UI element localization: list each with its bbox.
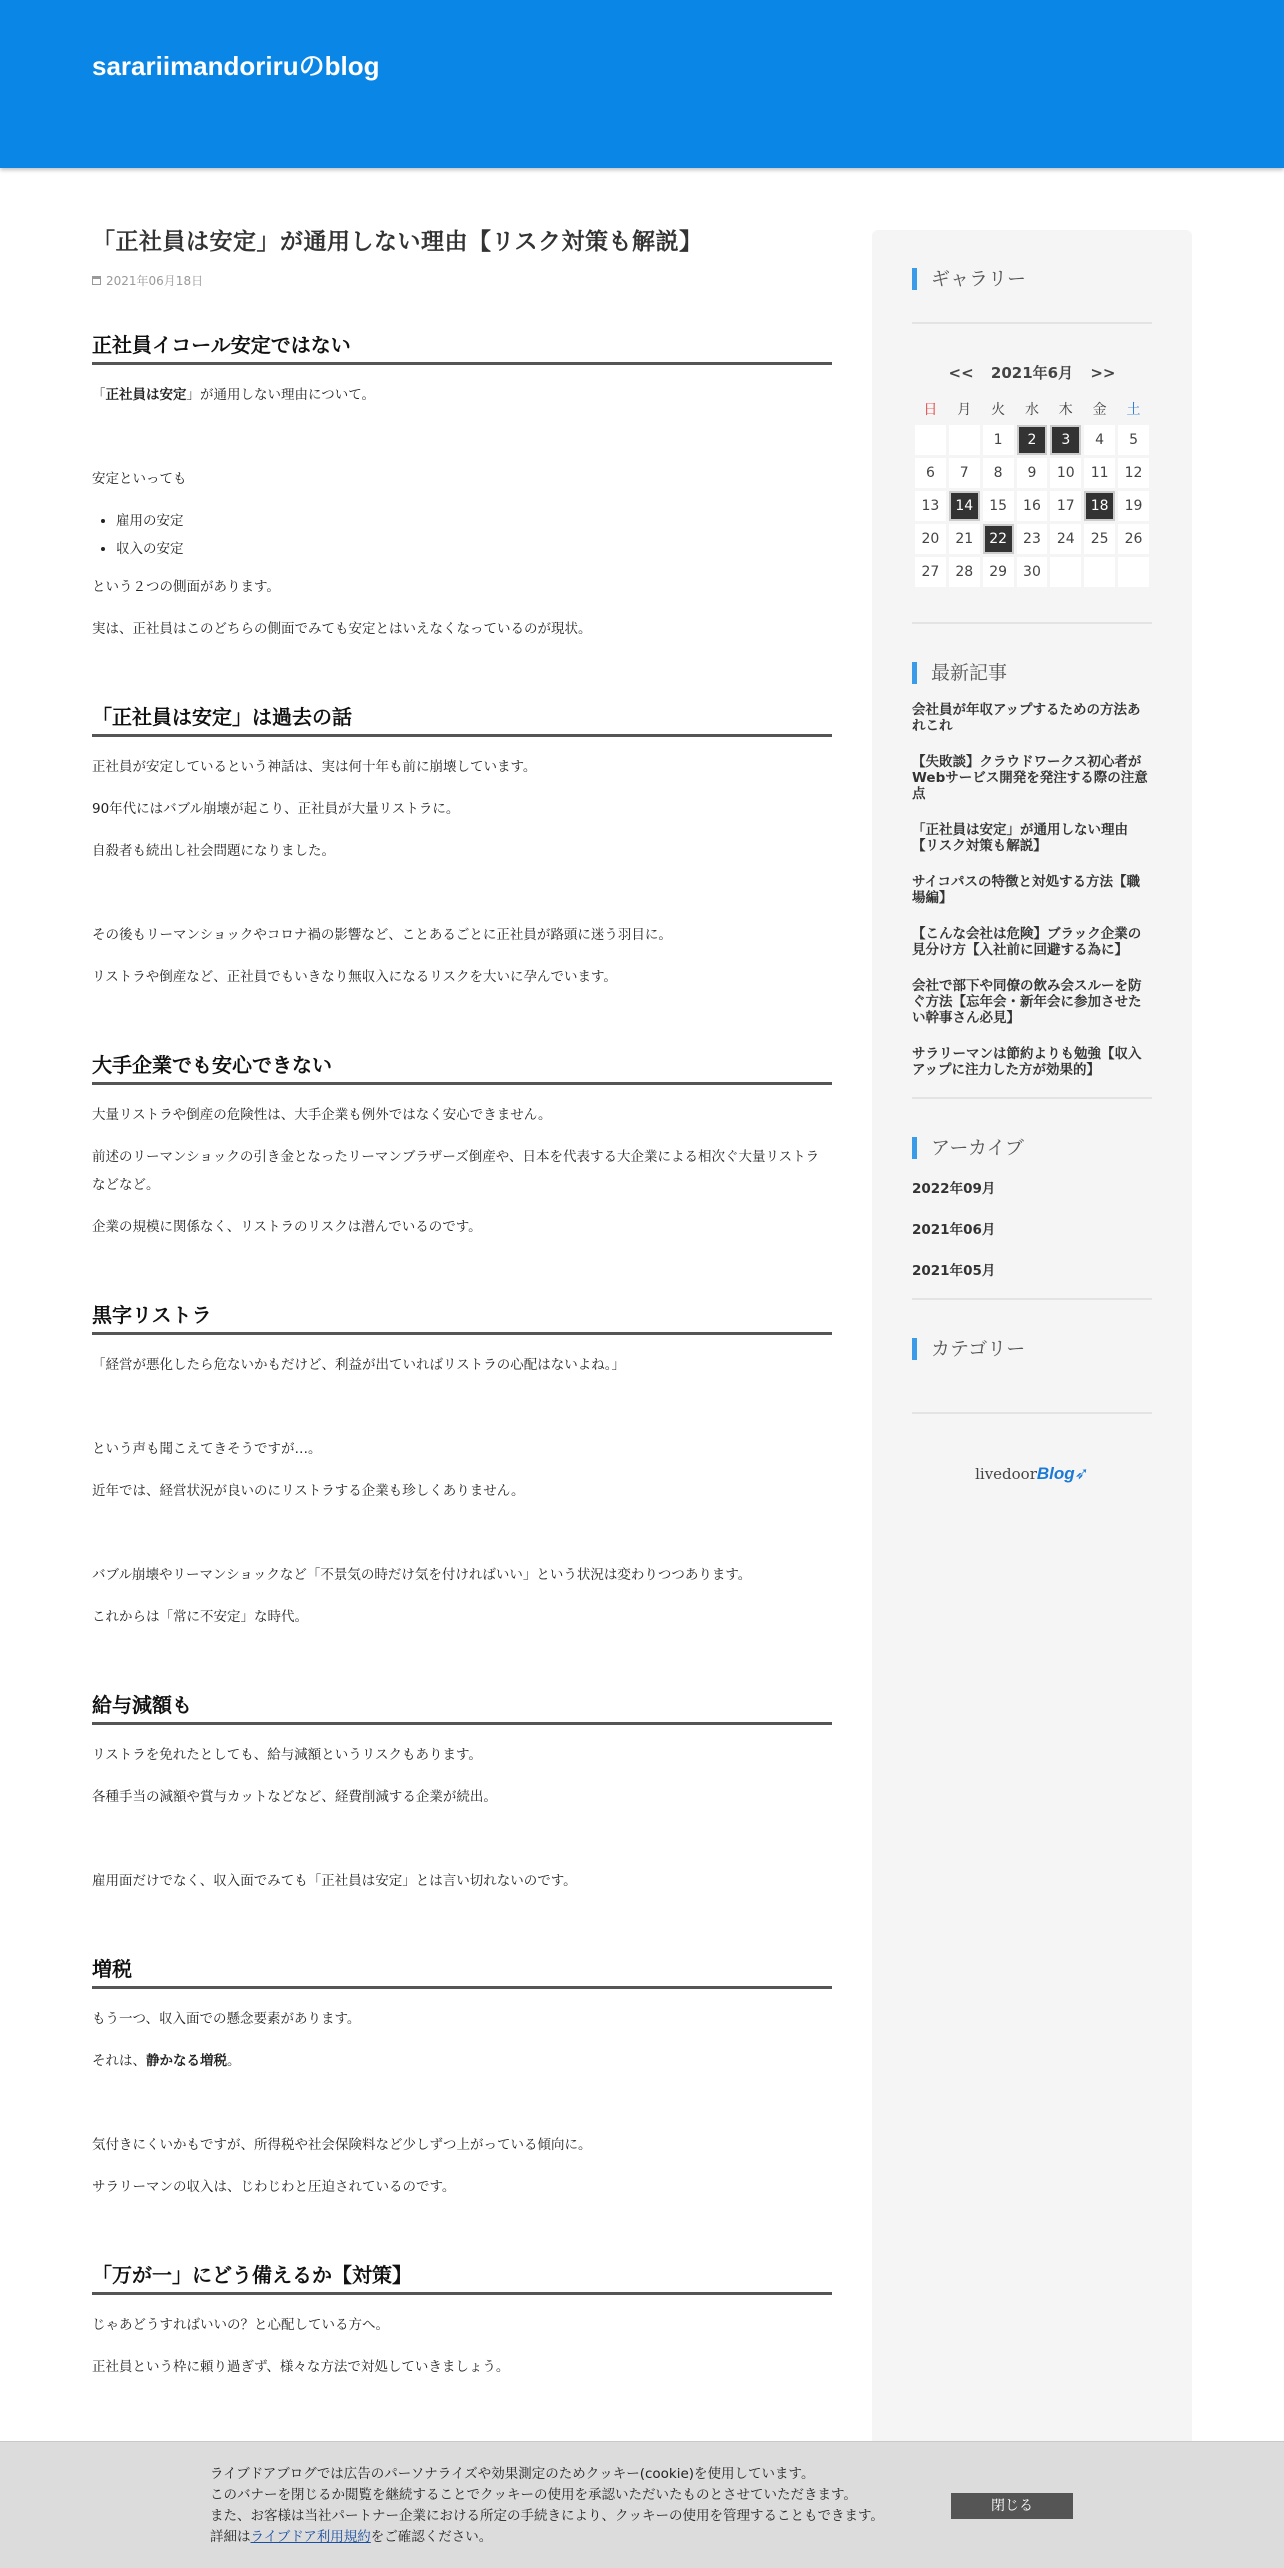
calendar-day: 27 [915,557,946,587]
calendar-icon [92,276,101,285]
article-section [92,1957,832,2201]
paragraph: 「正社員は安定」が通用しない理由について。 [92,387,375,404]
calendar-month: 2021年6月 [990,364,1074,382]
calendar-day: 5 [1118,425,1149,455]
article-main [92,226,832,2537]
section-heading: 大手企業でも安心できない [92,1053,832,1085]
calendar-day: 21 [949,524,980,554]
paragraph: という２つの側面があります。 [92,579,280,596]
calendar-day: 4 [1084,425,1115,455]
cookie-line: ライブドアブログでは広告のパーソナライズや効果測定のためクッキー(cookie)を使用しています。 [210,2466,815,2482]
calendar-day: 7 [949,458,980,488]
recent-post-link[interactable]: 【こんな会社は危険】ブラック企業の見分け方【入社前に回避する為に】 [912,926,1142,958]
category-heading: カテゴリー [912,1338,1152,1360]
paragraph: 正社員という枠に頼り過ぎず、様々な方法で対処していきましょう。 [92,2359,510,2376]
paragraph: もう一つ、収入面での懸念要素があります。 [92,2011,361,2028]
archive-link[interactable]: 2021年05月 [912,1263,996,1279]
paragraph: バブル崩壊やリーマンショックなど「不景気の時だけ気を付ければいい」という状況は変わりつつあります。 [92,1567,752,1584]
weekday-header: 木 [1058,402,1073,418]
calendar-section [912,324,1152,624]
calendar-day: 20 [915,524,946,554]
calendar-empty-cell [949,425,980,455]
calendar-day: 30 [1017,557,1048,587]
cookie-banner [0,2441,1284,2568]
paragraph: サラリーマンの収入は、じわじわと圧迫されているのです。 [92,2179,456,2196]
cookie-line: 詳細はライブドア利用規約をご確認ください。 [210,2529,493,2545]
section-heading: 「正社員は安定」は過去の話 [92,705,832,737]
blog-title-link[interactable]: sarariimandoriruのblog [92,51,380,81]
calendar-day: 15 [983,491,1014,521]
calendar-day: 10 [1050,458,1081,488]
weekday-header: 日 [923,402,938,418]
calendar-day: 19 [1118,491,1149,521]
calendar-day: 17 [1050,491,1081,521]
gallery-heading: ギャラリー [912,268,1152,290]
archive-link[interactable]: 2022年09月 [912,1181,996,1197]
article-title[interactable]: 「正社員は安定」が通用しない理由【リスク対策も解説】 [92,229,703,255]
gallery-section [912,230,1152,324]
weekday-header: 金 [1092,402,1107,418]
cookie-line: このバナーを閉じるか閲覧を継続することでクッキーの使用を承認いただいたものとさせていただきます。 [210,2487,857,2503]
calendar-day[interactable]: 18 [1084,491,1115,521]
recent-post-link[interactable]: 会社員が年収アップするための方法あれこれ [912,702,1141,734]
calendar-day[interactable]: 22 [983,524,1014,554]
recent-post-link[interactable]: 会社で部下や同僚の飲み会スルーを防ぐ方法【忘年会・新年会に参加させたい幹事さん必見】 [912,978,1142,1026]
calendar-table [912,393,1152,590]
calendar-day: 24 [1050,524,1081,554]
logo-blog-text: Blog [1036,1464,1075,1483]
calendar-day[interactable]: 14 [949,491,980,521]
paragraph: その後もリーマンショックやコロナ禍の影響など、ことあるごとに正社員が路頭に迷う羽目に。 [92,927,672,944]
paragraph: 安定といっても [92,471,187,488]
paragraph: という声も聞こえてきそうですが…。 [92,1441,322,1458]
calendar-day[interactable]: 3 [1050,425,1081,455]
calendar-day: 29 [983,557,1014,587]
paragraph: これからは「常に不安定」な時代。 [92,1609,308,1626]
calendar-day: 9 [1017,458,1048,488]
recent-post-link[interactable]: 【失敗談】クラウドワークス初心者がWebサービス開発を発注する際の注意点 [912,754,1148,802]
weekday-header: 水 [1024,402,1039,418]
cookie-line: また、お客様は当社パートナー企業における所定の手続きにより、クッキーの使用を管理することもできます。 [210,2508,884,2524]
calendar-nav [912,362,1152,383]
paragraph: 近年では、経営状況が良いのにリストラする企業も珍しくありません。 [92,1483,525,1500]
calendar-prev-link[interactable]: << [948,364,974,382]
archive-heading: アーカイブ [912,1137,1152,1159]
site-header [0,0,1284,168]
cookie-text [210,2464,930,2548]
calendar-empty-cell [1050,557,1081,587]
weekday-header: 土 [1126,402,1141,418]
calendar-day[interactable]: 2 [1017,425,1048,455]
calendar-day: 28 [949,557,980,587]
calendar-day: 6 [915,458,946,488]
article-section [92,333,832,643]
calendar-day: 12 [1118,458,1149,488]
archive-section [912,1099,1152,1300]
logo-text: livedoor [975,1465,1037,1483]
calendar-empty-cell [1118,557,1149,587]
sidebar [872,230,1192,2568]
paragraph: 自殺者も続出し社会問題になりました。 [92,843,335,860]
calendar-day: 1 [983,425,1014,455]
recent-post-link[interactable]: サラリーマンは節約よりも勉強【収入アップに注力した方が効果的】 [912,1046,1142,1078]
section-heading: 正社員イコール安定ではない [92,333,832,365]
article-section [92,1053,832,1241]
calendar-empty-cell [1084,557,1115,587]
archive-list [912,1177,1152,1279]
article-date-text: 2021年06月18日 [106,274,204,289]
calendar-day: 16 [1017,491,1048,521]
section-heading: 増税 [92,1957,832,1989]
calendar-day: 13 [915,491,946,521]
article-section [92,2263,832,2381]
recent-posts-list [912,702,1152,1078]
paragraph: 企業の規模に関係なく、リストラのリスクは潜んでいるのです。 [92,1219,482,1236]
article-section [92,1303,832,1631]
calendar-day: 25 [1084,524,1115,554]
cookie-close-button[interactable]: 閉じる [951,2493,1073,2519]
recent-post-link[interactable]: サイコパスの特徴と対処する方法【職場編】 [912,874,1141,906]
calendar-next-link[interactable]: >> [1090,364,1116,382]
paragraph: 実は、正社員はこのどちらの側面でみても安定とはいえなくなっているのが現状。 [92,621,592,638]
list-item: • 収入の安定 [116,535,832,563]
weekday-header: 火 [991,402,1006,418]
recent-posts-heading: 最新記事 [912,662,1152,684]
paragraph: リストラや倒産など、正社員でもいきなり無収入になるリスクを大いに孕んでいます。 [92,969,617,986]
paragraph: 雇用面だけでなく、収入面でみても「正社員は安定」とは言い切れないのです。 [92,1873,577,1890]
article-section [92,705,832,991]
paragraph: じゃあどうすればいいの？と心配している方へ。 [92,2317,389,2334]
article-date [92,272,832,289]
paragraph: 90年代にはバブル崩壊が起こり、正社員が大量リストラに。 [92,801,460,818]
weekday-header: 月 [957,402,972,418]
article-section [92,1693,832,1895]
section-heading: 給与減額も [92,1693,832,1725]
paragraph: 正社員が安定しているという神話は、実は何十年も前に崩壊しています。 [92,759,537,776]
livedoor-blog-logo[interactable] [912,1464,1152,1484]
paragraph: 前述のリーマンショックの引き金となったリーマンブラザーズ倒産や、日本を代表する大企業による相次ぐ大量リストラなどなど。 [92,1149,820,1194]
bullet-list [116,507,832,563]
terms-link[interactable]: ライブドア利用規約 [250,2529,371,2545]
paragraph: リストラを免れたとしても、給与減額というリスクもあります。 [92,1747,482,1764]
recent-post-link[interactable]: 「正社員は安定」が通用しない理由【リスク対策も解説】 [912,822,1128,854]
calendar-day: 23 [1017,524,1048,554]
paragraph: 大量リストラや倒産の危険性は、大手企業も例外ではなく安心できません。 [92,1107,552,1124]
calendar-day: 26 [1118,524,1149,554]
calendar-empty-cell [915,425,946,455]
archive-link[interactable]: 2021年06月 [912,1222,996,1238]
paragraph: 気付きにくいかもですが、所得税や社会保険料など少しずつ上がっている傾向に。 [92,2137,592,2154]
paragraph: それは、静かなる増税。 [92,2053,241,2070]
paragraph: 「経営が悪化したら危ないかもだけど、利益が出ていればリストラの心配はないよね。」 [92,1357,625,1374]
paragraph: 各種手当の減額や賞与カットなどなど、経費削減する企業が続出。 [92,1789,497,1806]
calendar-day: 11 [1084,458,1115,488]
list-item: • 雇用の安定 [116,507,832,535]
feather-icon: ➶ [1074,1464,1089,1484]
section-heading: 黒字リストラ [92,1303,832,1335]
category-section [912,1300,1152,1414]
calendar-day: 8 [983,458,1014,488]
section-heading: 「万が一」にどう備えるか【対策】 [92,2263,832,2295]
recent-posts-section [912,624,1152,1099]
